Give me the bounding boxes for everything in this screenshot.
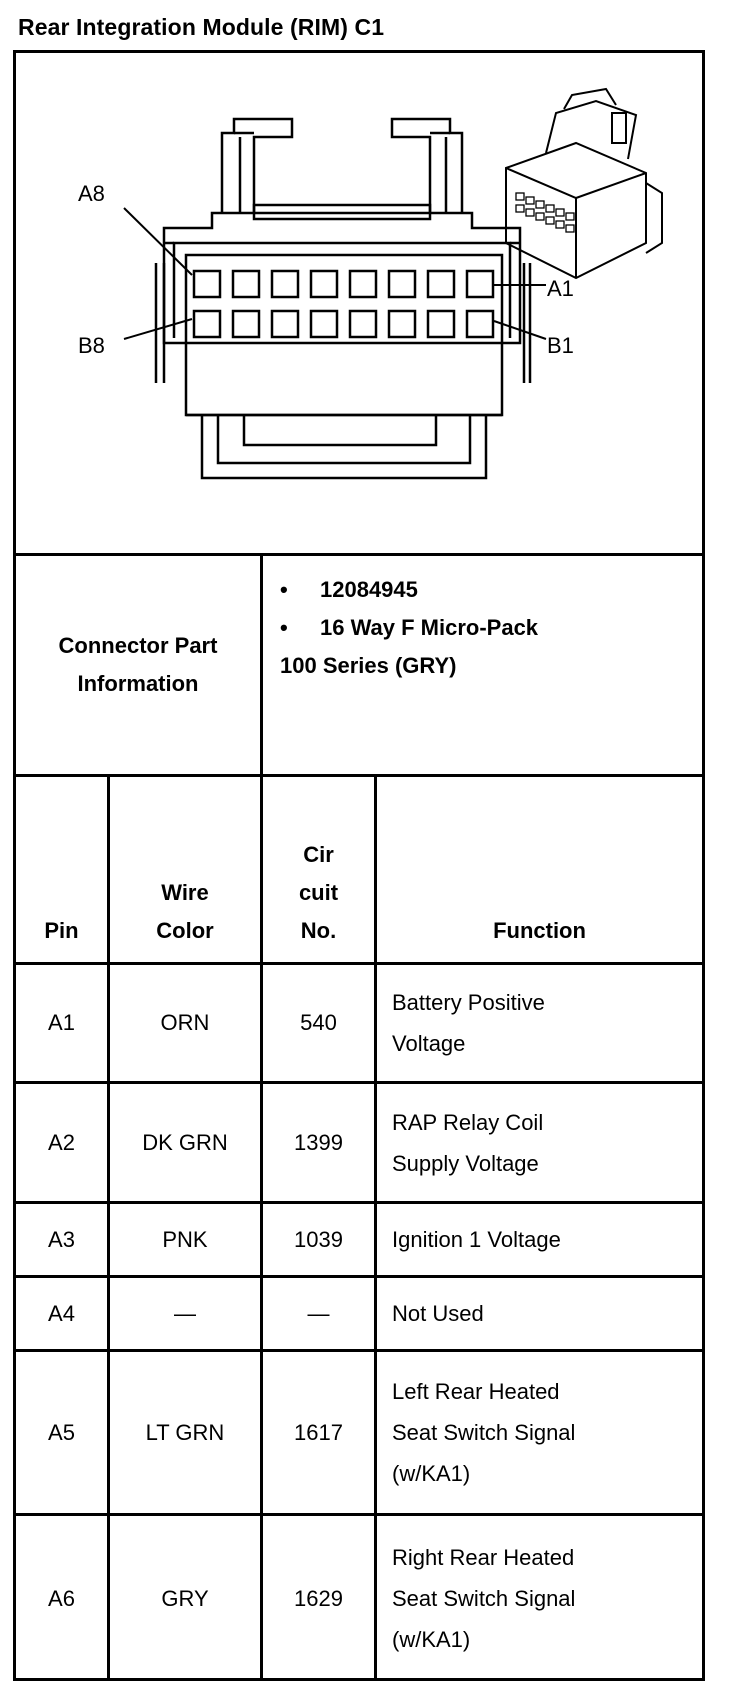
pin-cell	[16, 1278, 107, 1349]
function-line: Supply Voltage	[392, 1150, 539, 1176]
wire-color-cell	[110, 1352, 260, 1513]
pin-label-a1: A1	[547, 276, 574, 301]
wire-color-cell-text: PNK	[162, 1226, 208, 1252]
circuit-number-cell	[263, 1278, 374, 1349]
connector-description: 16 Way F Micro-Pack	[320, 615, 539, 640]
pin-label-a8: A8	[78, 181, 105, 206]
connector-info-value	[262, 555, 702, 773]
circuit-number-cell	[263, 1204, 374, 1275]
pin-label-b8: B8	[78, 333, 105, 358]
page-title: Rear Integration Module (RIM) C1	[18, 14, 385, 40]
header-function: Function	[493, 918, 586, 943]
wire-color-cell	[110, 1278, 260, 1349]
bullet: •	[280, 615, 288, 640]
pin-cell-text: A4	[48, 1300, 75, 1326]
header-pin: Pin	[44, 918, 79, 943]
pin-cell-text: A5	[48, 1419, 75, 1445]
circuit-number-cell	[263, 1516, 374, 1681]
function-line: Voltage	[392, 1031, 466, 1056]
part-number: 12084945	[320, 577, 418, 602]
circuit-number-cell-text: 1039	[294, 1226, 343, 1252]
header-circuit-number: Cir cuit No.	[298, 842, 339, 943]
pin-cell-text: A3	[48, 1226, 75, 1252]
function-cell	[392, 1204, 702, 1275]
wire-color-cell-text: GRY	[161, 1585, 209, 1611]
function-line: Left Rear Heated	[392, 1379, 560, 1404]
circuit-number-cell-text: 1617	[294, 1419, 343, 1445]
header-wire-color: Wire Color	[156, 880, 214, 943]
function-line: Battery Positive	[392, 990, 545, 1015]
wire-color-cell-text: ORN	[160, 1010, 210, 1035]
function-cell	[392, 1278, 702, 1349]
connector-info-label-line1: Connector Part	[58, 633, 218, 658]
function-cell	[392, 1084, 702, 1201]
circuit-number-cell-text: —	[307, 1300, 330, 1326]
pin-cell-text: A1	[48, 1010, 75, 1035]
pin-cell	[16, 965, 107, 1081]
pin-cell	[16, 1204, 107, 1275]
circuit-number-cell-text: 1629	[294, 1585, 343, 1611]
function-line: (w/KA1)	[392, 1461, 471, 1486]
circuit-number-cell-text: 1399	[294, 1129, 343, 1155]
circuit-number-cell	[263, 1084, 374, 1201]
pin-cell	[16, 1352, 107, 1513]
function-cell	[392, 1516, 702, 1681]
wire-color-cell-text: LT GRN	[145, 1419, 225, 1445]
pin-cell-text: A2	[48, 1129, 75, 1155]
function-line: Not Used	[392, 1301, 484, 1326]
pin-cell	[16, 1516, 107, 1681]
wire-color-cell-text: DK GRN	[142, 1129, 228, 1155]
function-line: Seat Switch Signal	[392, 1420, 576, 1445]
function-cell	[392, 965, 702, 1081]
connector-info-label-line2: Information	[77, 671, 199, 696]
circuit-number-cell	[263, 965, 374, 1081]
function-line: Ignition 1 Voltage	[392, 1227, 561, 1252]
function-line: (w/KA1)	[392, 1627, 471, 1652]
pin-cell	[16, 1084, 107, 1201]
pin-cell-text: A6	[48, 1585, 75, 1611]
connector-diagram	[16, 53, 702, 553]
function-line: RAP Relay Coil	[392, 1109, 544, 1135]
bullet: •	[280, 577, 288, 602]
function-cell	[392, 1352, 702, 1513]
pin-label-b1: B1	[547, 333, 574, 358]
connector-info-label	[16, 556, 260, 774]
wire-color-cell	[110, 1084, 260, 1201]
circuit-number-cell-text: 540	[300, 1010, 337, 1035]
function-line: Seat Switch Signal	[392, 1586, 576, 1611]
wire-color-cell-text: —	[174, 1300, 196, 1326]
wire-color-cell	[110, 1516, 260, 1681]
connector-series: 100 Series (GRY)	[280, 653, 457, 678]
wire-color-cell	[110, 965, 260, 1081]
wire-color-cell	[110, 1204, 260, 1275]
function-line: Right Rear Heated	[392, 1545, 575, 1570]
circuit-number-cell	[263, 1352, 374, 1513]
